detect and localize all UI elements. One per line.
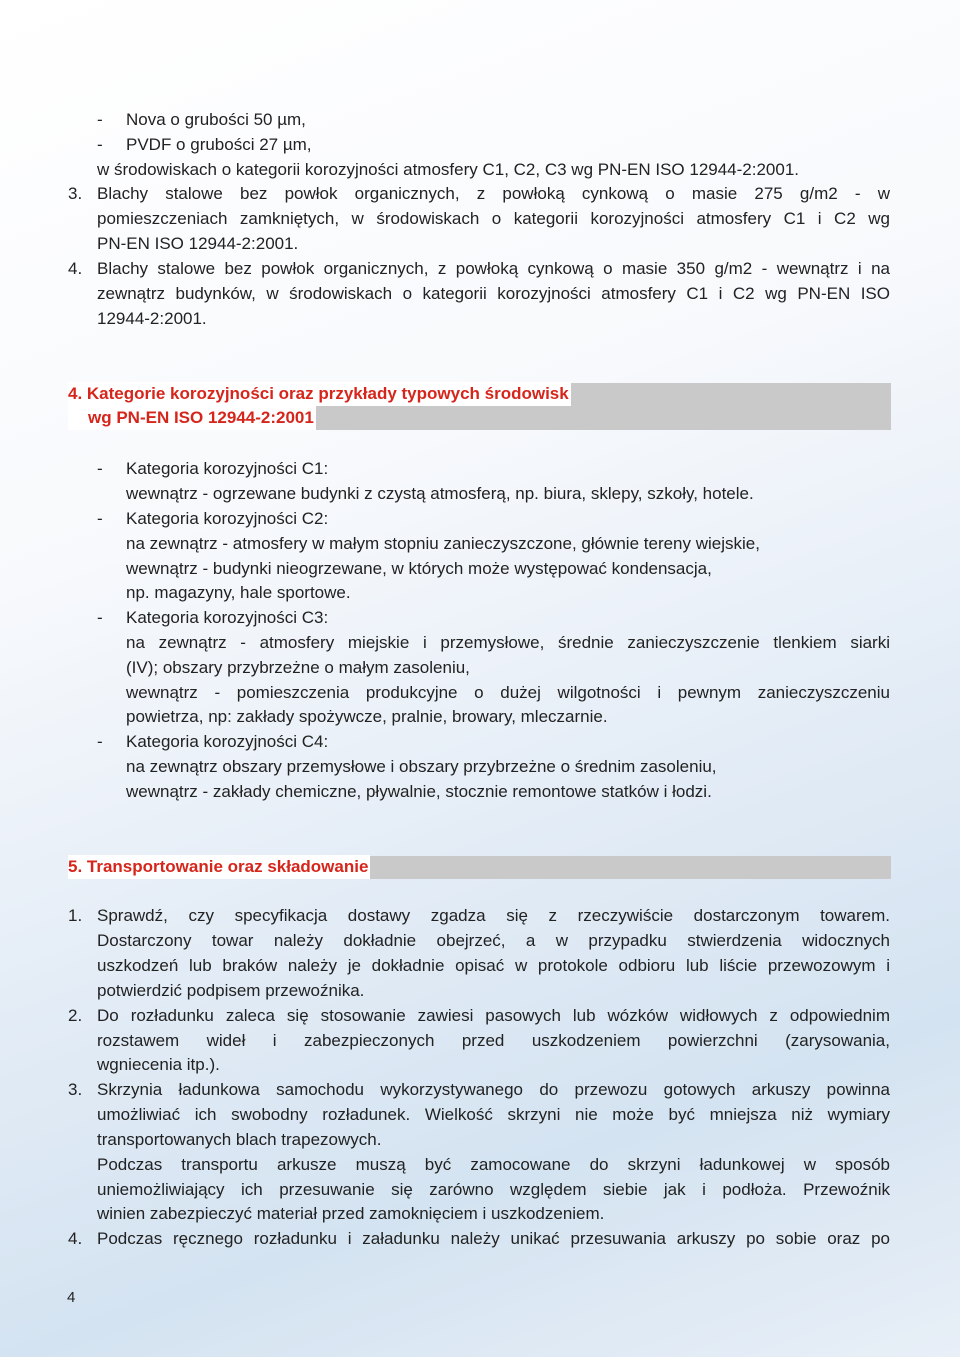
category-c2-text: np. magazyny, hale sportowe. — [126, 583, 351, 602]
transport-2-line: Do rozładunku zaleca się stosowanie zawiesi pasowych lub wózków widłowych z odpowiednim — [97, 1006, 890, 1025]
transport-2-line: rozstawem wideł i zabezpieczonych przed uszkodzeniem powierzchni (zarysowania, — [97, 1031, 890, 1050]
category-c1-heading: Kategoria korozyjności C1: — [126, 459, 329, 478]
item-3-line: pomieszczeniach zamkniętych, w środowiskach o kategorii korozyjności atmosfery C1 i C2 wg — [97, 209, 890, 228]
intro-line: w środowiskach o kategorii korozyjności atmosfery C1, C2, C3 wg PN-EN ISO 12944-2:2001. — [97, 160, 800, 179]
category-c2-text: na zewnątrz - atmosfery w małym stopniu zanieczyszczone, głównie tereny wiejskie, — [126, 534, 760, 553]
section-4-subtitle: wg PN-EN ISO 12944-2:2001 — [68, 406, 316, 430]
transport-1-line: uszkodzeń lub braków należy je dokładnie opisać w protokole odbioru lub liście przewozowym i — [97, 956, 890, 975]
item-number: 4. — [68, 1229, 83, 1248]
transport-3-line: winien zabezpieczyć materiał przed zamoknięciem i uszkodzeniem. — [97, 1204, 605, 1223]
intro-line: PVDF o grubości 27 µm, — [126, 135, 312, 154]
transport-1-line: Dostarczony towar należy dokładnie obejrzeć, a w przypadku stwierdzenia widocznych — [97, 931, 890, 950]
category-c2-text: wewnątrz - budynki nieogrzewane, w których może występować kondensacja, — [126, 559, 712, 578]
transport-4-line: Podczas ręcznego rozładunku i załadunku należy unikać przesuwania arkuszy po sobie oraz po — [97, 1229, 890, 1248]
category-c3-text: (IV); obszary przybrzeżne o małym zasoleniu, — [126, 658, 470, 677]
item-3-line: PN-EN ISO 12944-2:2001. — [97, 234, 299, 253]
list-dash: - — [97, 110, 103, 129]
category-c1-text: wewnątrz - ogrzewane budynki z czystą atmosferą, np. biura, sklepy, szkoły, hotele. — [126, 484, 754, 503]
category-c3-text: powietrza, np: zakłady spożywcze, pralnie, browary, mleczarnie. — [126, 707, 608, 726]
category-c2-heading: Kategoria korozyjności C2: — [126, 509, 329, 528]
list-dash: - — [97, 732, 103, 751]
item-number: 2. — [68, 1006, 83, 1025]
list-dash: - — [97, 509, 103, 528]
transport-3-line: Skrzynia ładunkowa samochodu wykorzystywanego do przewozu gotowych arkuszy powinna — [97, 1080, 890, 1099]
list-dash: - — [97, 608, 103, 627]
list-dash: - — [97, 135, 103, 154]
item-4-line: zewnątrz budynków, w środowiskach o kategorii korozyjności atmosfery C1 i C2 wg PN-EN ISO — [97, 284, 890, 303]
category-c3-text: na zewnątrz - atmosfery miejskie i przemysłowe, średnie zanieczyszczenie tlenkiem siarki — [126, 633, 890, 652]
item-4-line: 12944-2:2001. — [97, 309, 207, 328]
category-c3-heading: Kategoria korozyjności C3: — [126, 608, 329, 627]
item-number: 4. — [68, 259, 83, 278]
transport-3-line: Podczas transportu arkusze muszą być zamocowane do skrzyni ładunkowej w sposób — [97, 1155, 890, 1174]
transport-3-line: umożliwiać ich swobodny rozładunek. Wielkość skrzyni nie może być mniejsza niż wymiary — [97, 1105, 890, 1124]
section-5-title: 5. Transportowanie oraz składowanie — [68, 855, 370, 879]
intro-line: Nova o grubości 50 µm, — [126, 110, 306, 129]
item-number: 3. — [68, 1080, 83, 1099]
category-c4-text: na zewnątrz obszary przemysłowe i obszary przybrzeżne o średnim zasoleniu, — [126, 757, 717, 776]
page-number: 4 — [67, 1289, 76, 1306]
category-c4-text: wewnątrz - zakłady chemiczne, pływalnie, stocznie remontowe statków i łodzi. — [126, 782, 712, 801]
category-c3-text: wewnątrz - pomieszczenia produkcyjne o dużej wilgotności i pewnym zanieczyszczeniu — [126, 683, 890, 702]
category-c4-heading: Kategoria korozyjności C4: — [126, 732, 329, 751]
transport-3-line: uniemożliwiający ich przesuwanie się zarówno względem siebie jak i podłoża. Przewoźnik — [97, 1180, 890, 1199]
item-number: 3. — [68, 184, 83, 203]
transport-2-line: wgniecenia itp.). — [97, 1055, 220, 1074]
transport-3-line: transportowanych blach trapezowych. — [97, 1130, 382, 1149]
list-dash: - — [97, 459, 103, 478]
section-4-title: 4. Kategorie korozyjności oraz przykłady typowych środowisk — [68, 382, 571, 406]
item-4-line: Blachy stalowe bez powłok organicznych, z powłoką cynkową o masie 350 g/m2 - wewnątrz i na — [97, 259, 890, 278]
item-number: 1. — [68, 906, 83, 925]
transport-1-line: potwierdzić podpisem przewoźnika. — [97, 981, 365, 1000]
item-3-line: Blachy stalowe bez powłok organicznych, z powłoką cynkową o masie 275 g/m2 - w — [97, 184, 890, 203]
transport-1-line: Sprawdź, czy specyfikacja dostawy zgadza się z rzeczywiście dostarczonym towarem. — [97, 906, 890, 925]
